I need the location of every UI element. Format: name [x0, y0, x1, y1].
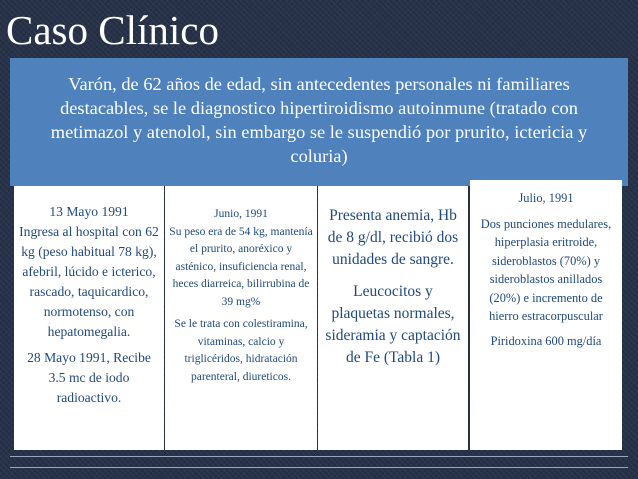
intro-text: Varón, de 62 años de edad, sin antecedentes personales ni familiares destacables, se le diagnostico hipertiroidismo autoinmune (tratado con metimazol y atenolol, sin embargo se le suspendió por prurito, ictericia y coluria) — [50, 74, 588, 166]
timeline-card-may-1991 — [14, 186, 164, 450]
timeline-card-june-1991 — [165, 186, 317, 450]
footer-strip — [10, 456, 628, 468]
card-text: Presenta anemia, Hb de 8 g/dl, recibió dos unidades de sangre. — [327, 207, 459, 268]
timeline-card-anemia — [318, 186, 468, 450]
card-text-treatment: Se le trata con colestiramina, vitaminas, calcio y triglicéridos, hidratación parenteral, diureticos. — [174, 318, 308, 383]
card-date: Julio, 1991 — [518, 191, 574, 205]
card-text: Ingresa al hospital con 62 kg (peso habitual 78 kg), afebril, lúcido e icterico, rascado, taquicardico, normotenso, con hepatomegalia. — [19, 224, 159, 339]
card-text: Dos punciones medulares, hiperplasia eritroide, sideroblastos (70%) y sideroblastos anillados (20%) e incremento de hierro estracorpuscular — [480, 216, 612, 323]
slide-title: Caso Clínico — [6, 7, 219, 53]
card-text-labs: Leucocitos y plaquetas normales, sideramia y captación de Fe (Tabla 1) — [325, 283, 461, 366]
card-text: Su peso era de 54 kg, mantenía el prurito, anoréxico y asténico, insuficiencia renal, heces diarreica, bilirrubina de 39 mg% — [169, 225, 313, 308]
card-text-treatment: Piridoxina 600 mg/día — [490, 333, 602, 348]
card-text-followup: 28 Mayo 1991, Recibe 3.5 mc de iodo radioactivo. — [27, 350, 151, 405]
card-date: 13 Mayo 1991 — [49, 204, 129, 219]
timeline-card-july-1991 — [470, 180, 622, 450]
intro-box — [10, 58, 628, 186]
card-date: Junio, 1991 — [214, 208, 268, 220]
